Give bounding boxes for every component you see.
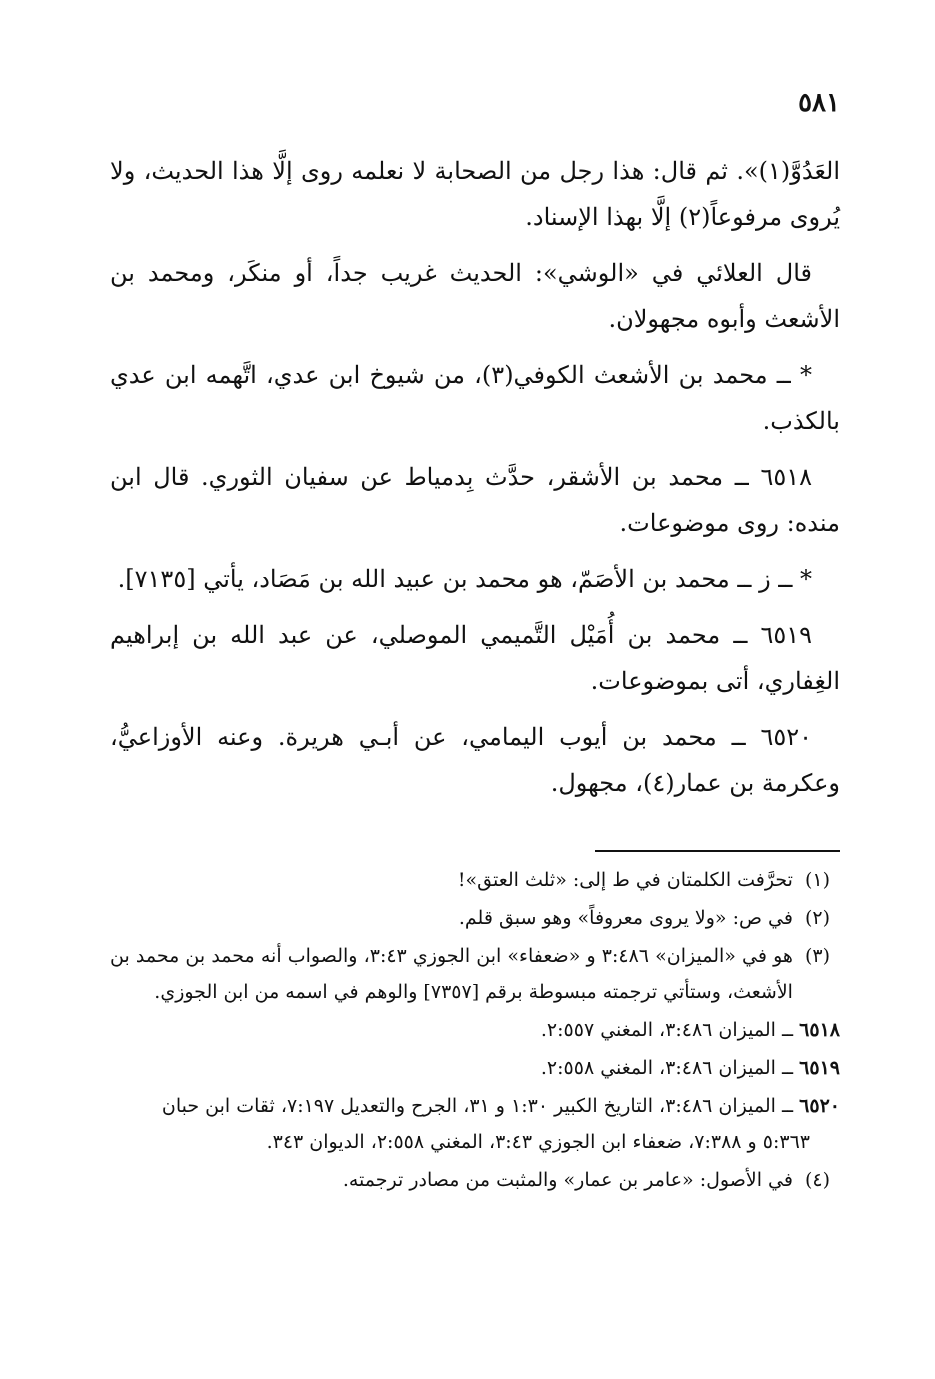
page-number: ٥٨١ — [798, 88, 840, 118]
source-dash: ــ — [781, 1019, 794, 1041]
paragraph-alaai-quote: قال العلائي في «الوشي»: الحديث غريب جداً، أو منكَر، ومحمد بن الأشعث وأبوه مجهولان. — [110, 259, 840, 333]
source-text: الميزان ٣:٤٨٦، التاريخ الكبير ١:٣٠ و ٣١، الجرح والتعديل ٧:١٩٧، ثقات ابن حبان — [161, 1095, 776, 1117]
footnote-2 — [110, 900, 840, 936]
footnotes — [110, 862, 840, 1200]
footnote-text: تحرَّفت الكلمتان في ط إلى: «ثلث العتق»! — [457, 869, 793, 891]
entry-al-ashath: * ــ محمد بن الأشعث الكوفي(٣)، من شيوخ ابن عدي، اتَّهمه ابن عدي بالكذب. — [110, 361, 840, 435]
paragraph-continuation: العَدُوَّ(١)». ثم قال: هذا رجل من الصحابة لا نعلمه روى إلَّا هذا الحديث، ولا يُروى مرفوعاً(٢) إلَّا بهذا الإسناد. — [110, 157, 840, 231]
entry-al-asamm: * ــ ز ــ محمد بن الأصَمّ، هو محمد بن عبيد الله بن مَصَاد، يأتي [٧١٣٥]. — [117, 565, 812, 593]
footnote-text: هو في «الميزان» ٣:٤٨٦ و «ضعفاء» ابن الجوزي ٣:٤٣، والصواب أنه محمد بن محمد بن الأشعث، وستأتي ترجمته مبسوطة برقم [٧٣٥٧] والوهم في اسمه من ابن الجوزي. — [110, 945, 793, 1003]
footnote-number: (١) — [804, 869, 830, 891]
footnote-number: (٢) — [804, 907, 830, 929]
main-text — [110, 148, 840, 816]
source-dash: ــ — [781, 1095, 794, 1117]
entry-6520: ٦٥٢٠ ــ محمد بن أيوب اليمامي، عن أبـي هريرة. وعنه الأوزاعيُّ، وعكرمة بن عمار(٤)، مجهول. — [110, 723, 840, 797]
footnote-text: في الأصول: «عامر بن عمار» والمثبت من مصادر ترجمته. — [342, 1169, 793, 1191]
source-number: ٦٥٢٠ — [799, 1095, 840, 1117]
entry-6519: ٦٥١٩ ــ محمد بن أُمَيْل التَّميمي الموصلي، عن عبد الله بن إبراهيم الغِفاري، أتى بموضوعات. — [110, 621, 840, 695]
entry-6518: ٦٥١٨ ــ محمد بن الأشقر، حدَّث بِدمياط عن سفيان الثوري. قال ابن منده: روى موضوعات. — [110, 463, 840, 537]
footnote-text: في ص: «ولا يروى معروفاً» وهو سبق قلم. — [458, 907, 793, 929]
source-6518 — [110, 1012, 840, 1048]
source-text: الميزان ٣:٤٨٦، المغني ٢:٥٥٧. — [540, 1019, 776, 1041]
footnote-number: (٣) — [804, 945, 830, 967]
source-number: ٦٥١٨ — [799, 1019, 840, 1041]
footnote-number: (٤) — [804, 1169, 830, 1191]
footnote-1 — [110, 862, 840, 898]
book-page — [110, 0, 840, 1379]
footnote-3 — [110, 938, 840, 1010]
source-dash: ــ — [781, 1057, 794, 1079]
footnote-4 — [110, 1162, 840, 1198]
source-6520 — [110, 1088, 840, 1160]
source-continuation: ٥:٣٦٣ و ٧:٣٨٨، ضعفاء ابن الجوزي ٣:٤٣، المغني ٢:٥٥٨، الديوان ٣٤٣. — [266, 1131, 810, 1153]
source-6519 — [110, 1050, 840, 1086]
source-number: ٦٥١٩ — [799, 1057, 840, 1079]
footnote-separator — [595, 850, 840, 852]
source-text: الميزان ٣:٤٨٦، المغني ٢:٥٥٨. — [540, 1057, 776, 1079]
